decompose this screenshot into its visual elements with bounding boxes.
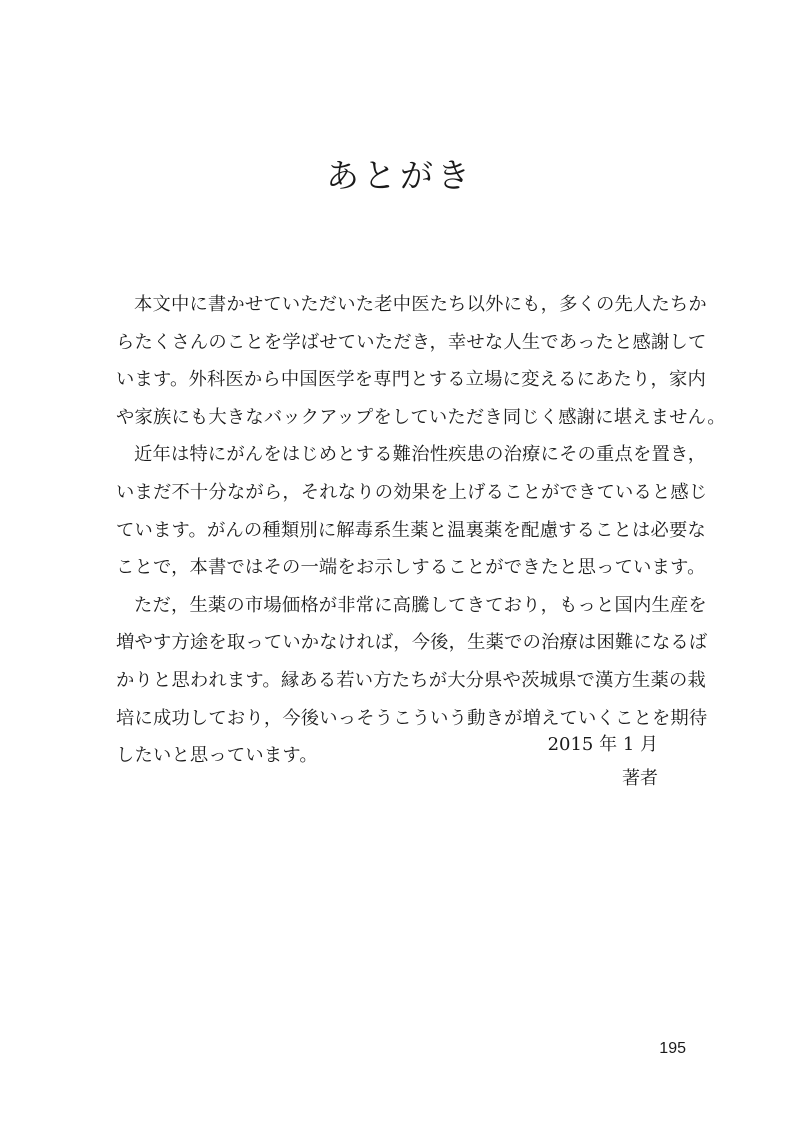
page-number: 195 bbox=[659, 1040, 686, 1057]
text-line: 培に成功しており，今後いっそうこういう動きが増えていくことを期待 bbox=[116, 707, 708, 729]
paragraph bbox=[116, 286, 726, 436]
text-line: ただ，生薬の市場価格が非常に高騰してきており，もっと国内生産を bbox=[134, 594, 707, 616]
text-line: や家族にも大きなバックアップをしていただき同じく感謝に堪えません。 bbox=[116, 406, 726, 428]
text-line: います。外科医から中国医学を専門とする立場に変えるにあたり，家内 bbox=[116, 369, 706, 391]
paragraph bbox=[116, 436, 708, 586]
text-line: したいと思っています。 bbox=[116, 745, 318, 767]
text-line: 増やす方途を取っていかなければ，今後，生薬での治療は困難になるば bbox=[116, 632, 708, 654]
text-line: 近年は特にがんをはじめとする難治性疾患の治療にその重点を置き， bbox=[134, 444, 707, 466]
text-line: かりと思われます。縁ある若い方たちが大分県や茨城県で漢方生薬の栽 bbox=[116, 669, 706, 691]
text-line: ことで，本書ではその一端をお示しすることができたと思っています。 bbox=[116, 557, 706, 579]
afterword-body bbox=[116, 286, 726, 775]
signature-block bbox=[520, 728, 658, 796]
signature-author: 著者 bbox=[622, 768, 658, 789]
text-line: らたくさんのことを学ばせていただき，幸せな人生であったと感謝して bbox=[116, 331, 707, 353]
text-line: ています。がんの種類別に解毒系生薬と温裏薬を配慮することは必要な bbox=[116, 519, 706, 541]
text-line: いまだ不十分ながら，それなりの効果を上げることができていると感じ bbox=[116, 481, 708, 503]
signature-date: 2015 年 1 月 bbox=[547, 734, 658, 755]
page-title: あとがき bbox=[326, 156, 474, 195]
text-line: 本文中に書かせていただいた老中医たち以外にも，多くの先人たちか bbox=[134, 294, 707, 315]
